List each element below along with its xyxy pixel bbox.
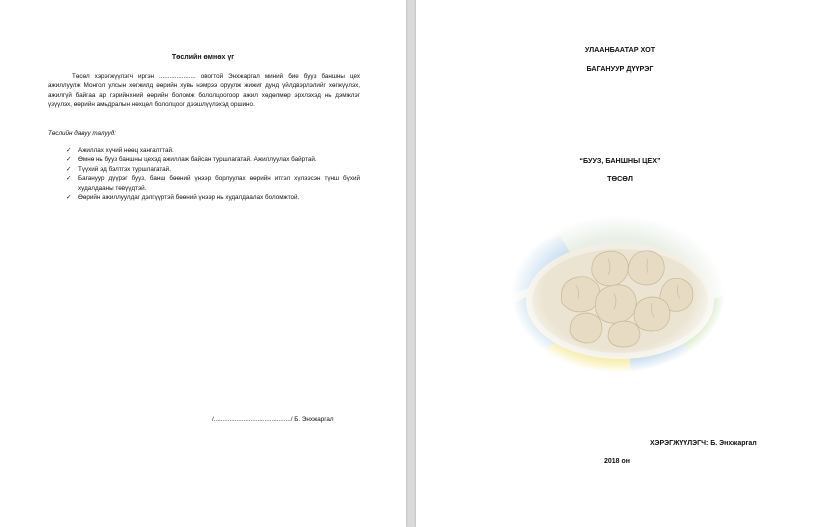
preface-title: Төслийн өмнөх үг (171, 54, 235, 61)
list-item-text: Түүхий эд бэлтгэх туршлагатай. (78, 165, 171, 173)
document-type: ТӨСӨЛ (607, 174, 633, 183)
list-item (66, 146, 360, 155)
document-page-right (416, 0, 824, 527)
district-heading: БАГАНУУР ДҮҮРЭГ (586, 64, 654, 73)
author-line: ХЭРЭГЖҮҮЛЭГЧ: Б. Энхжаргал (650, 440, 757, 447)
signature-line: /............................................/ Б. Энхжаргал (212, 416, 334, 423)
list-item (66, 165, 360, 174)
list-item (66, 193, 360, 202)
checkmark-icon: ✓ (66, 175, 72, 183)
checkmark-icon: ✓ (66, 194, 72, 202)
checkmark-icon: ✓ (66, 165, 72, 173)
year-line: 2018 он (604, 458, 631, 465)
checkmark-icon: ✓ (66, 147, 72, 154)
preface-paragraph: Төсөл хэрэгжүүлэгч иргэн ..................... овогтой Энхжаргал миний бие бууз баншны цех ажиллуулж Монгол улсын хөгжилд өөрийн хувь нэмрээ оруулж жижиг дунд үйлдвэрлэлийг хөгжүүлэх, ажилгүй байгаа ар гэрийнхний өөрийн боломж бололцоогоор ажил хөдөлмөр эрхлэхэд нь дэмжлэг үзүүлэх, өөрийн амьдралын нөхцөл бололцоог дээшлүүлэхэд оршино. (48, 73, 360, 109)
document-page-left (0, 0, 406, 527)
list-item-text: Өмнө нь бууз баншны цехэд ажиллаж байсан туршлагатай. Ажиллуулах байртай. (78, 156, 317, 164)
city-heading: УЛААНБААТАР ХОТ (584, 45, 656, 54)
list-item-text: Өөрийн ажиллуулдаг дэлгүүртэй бөөний үнээр нь худалдаалах боломжтой. (78, 194, 300, 202)
list-item (66, 174, 360, 193)
list-item (66, 155, 360, 164)
list-item-text: Багануур дүүрэг бууз, банш бөөний үнээр борлуулах өөрийн итгэл хүлээсэн түнш бүхий худалдааны төвүүдтэй. (78, 175, 360, 192)
project-title: “БУУЗ, БАНШНЫ ЦЕХ” (579, 156, 661, 165)
dumplings-photo (510, 215, 726, 373)
list-item-text: Ажиллах хүчий нөөц хангалттай. (78, 147, 174, 154)
checkmark-icon: ✓ (66, 156, 72, 164)
advantages-list (66, 146, 360, 202)
advantages-heading: Төслийн давуу талууд: (48, 130, 116, 137)
